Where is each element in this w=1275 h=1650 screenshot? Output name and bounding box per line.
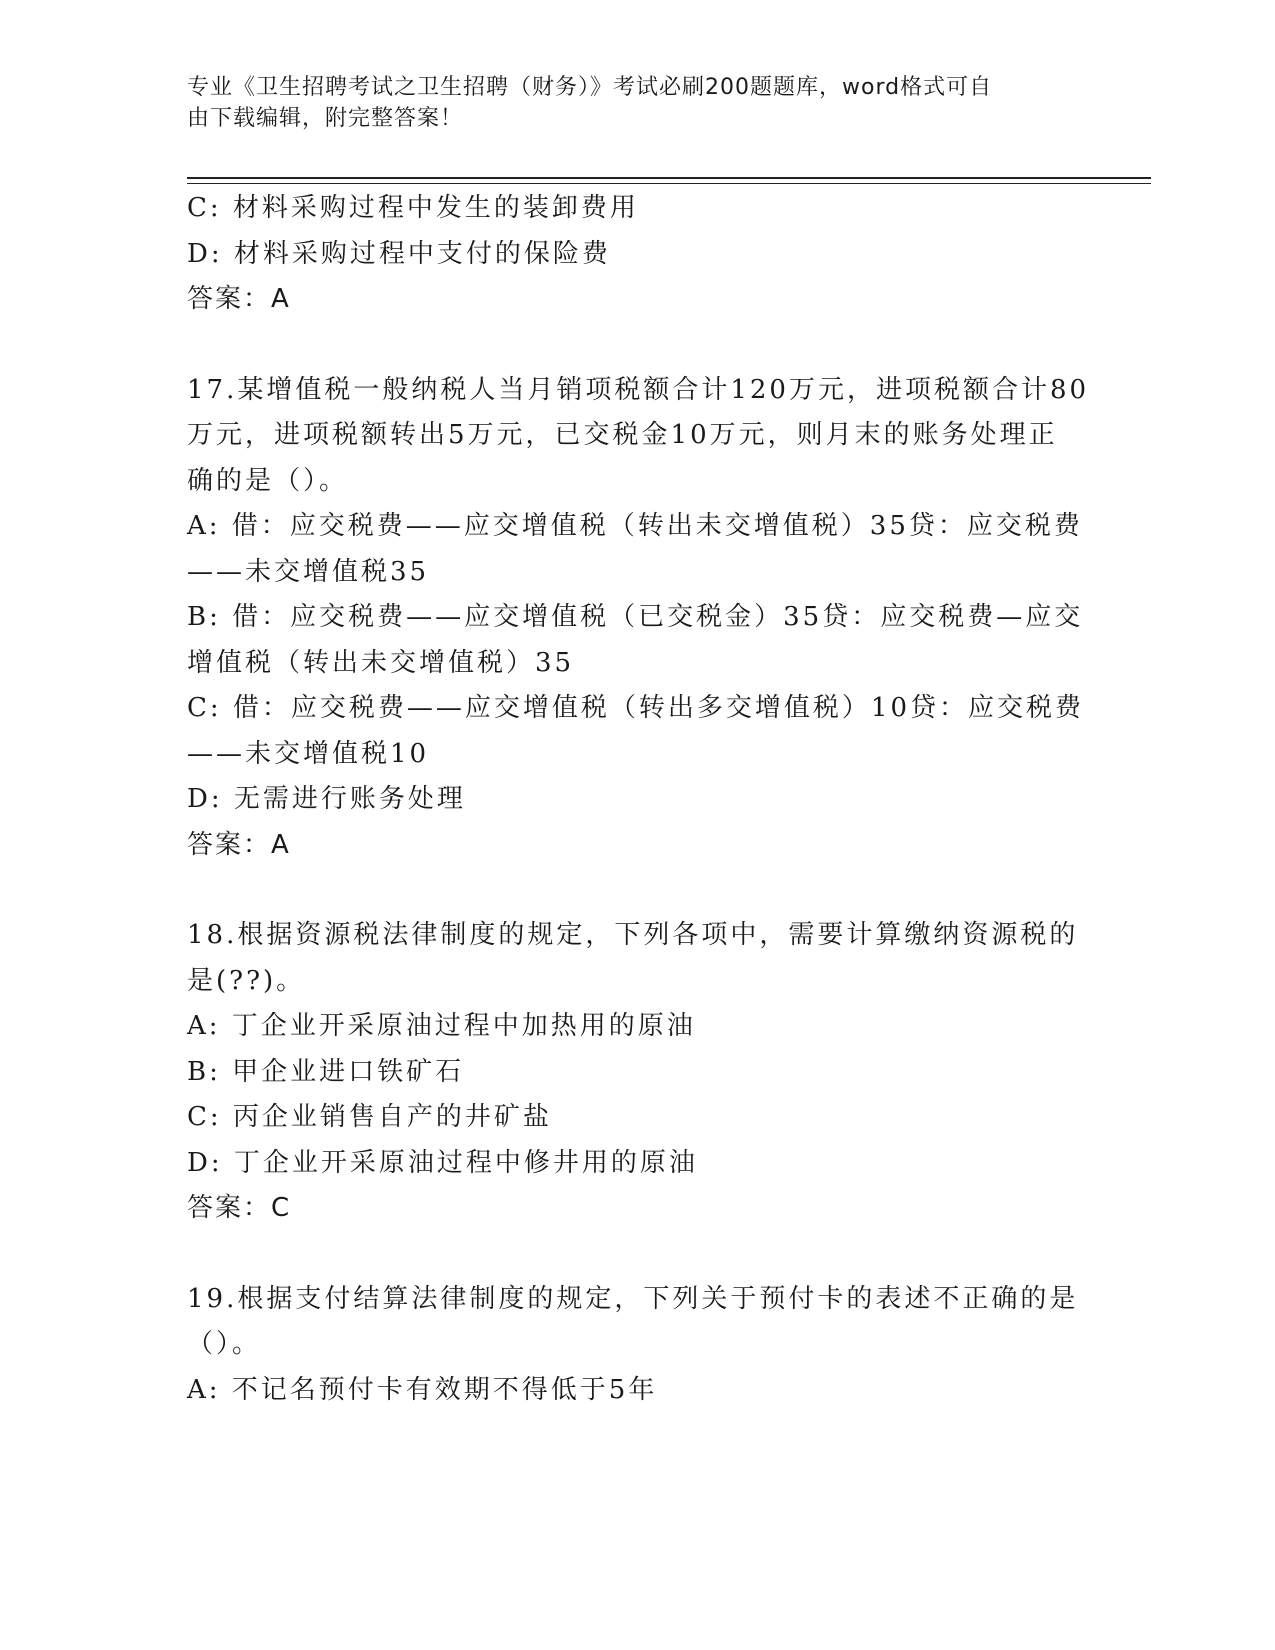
- answer: 答案：A: [187, 829, 291, 860]
- question-stem: 确的是（）。: [187, 465, 349, 496]
- option-c: C: 借：应交税费——应交增值税（转出多交增值税）10贷：应交税费: [187, 693, 1085, 723]
- spacer: [187, 323, 1087, 368]
- spacer: [187, 1232, 1087, 1277]
- option-c: C: 材料采购过程中发生的装卸费用: [187, 193, 639, 223]
- document-header: [187, 72, 1067, 134]
- question-stem: 19.根据支付结算法律制度的规定，下列关于预付卡的表述不正确的是: [187, 1283, 1079, 1314]
- option-b: 增值税（转出未交增值税）35: [187, 647, 575, 678]
- question-stem: 万元，进项税额转出5万元，已交税金10万元，则月末的账务处理正: [187, 420, 1058, 450]
- question-16-tail: [187, 186, 1087, 323]
- question-stem: 18.根据资源税法律制度的规定，下列各项中，需要计算缴纳资源税的: [187, 920, 1079, 950]
- header-divider-thin: [187, 183, 1151, 184]
- question-stem: 是(??)。: [187, 965, 306, 996]
- option-d: D: 丁企业开采原油过程中修井用的原油: [187, 1147, 698, 1178]
- answer: 答案：C: [187, 1193, 292, 1223]
- option-a: ——未交增值税35: [187, 556, 430, 587]
- option-d: D: 材料采购过程中支付的保险费: [187, 238, 611, 269]
- option-b: B: 借：应交税费——应交增值税（已交税金）35贷：应交税费—应交: [187, 602, 1084, 632]
- header-line-1: 专业《卫生招聘考试之卫生招聘（财务）》考试必刷200题题库，word格式可自: [187, 75, 993, 100]
- answer: 答案：A: [187, 284, 291, 314]
- question-stem: （）。: [187, 1329, 262, 1359]
- header-line-2: 由下载编辑，附完整答案！: [187, 106, 464, 131]
- option-c: C: 丙企业销售自产的井矿盐: [187, 1102, 552, 1132]
- question-list: [187, 186, 1090, 1413]
- option-a: A: 不记名预付卡有效期不得低于5年: [187, 1374, 658, 1405]
- option-a: A: 丁企业开采原油过程中加热用的原油: [187, 1011, 696, 1041]
- header-divider-thick: [187, 177, 1151, 179]
- question-18: [187, 913, 1087, 1232]
- question-19: [187, 1277, 1087, 1414]
- question-stem: 17.某增值税一般纳税人当月销项税额合计120万元，进项税额合计80: [187, 374, 1090, 405]
- option-c: ——未交增值税10: [187, 738, 430, 769]
- option-b: B: 甲企业进口铁矿石: [187, 1056, 465, 1087]
- option-d: D: 无需进行账务处理: [187, 784, 466, 814]
- question-17: [187, 368, 1090, 869]
- option-a: A: 借：应交税费——应交增值税（转出未交增值税）35贷：应交税费: [187, 511, 1083, 541]
- spacer: [187, 868, 1087, 913]
